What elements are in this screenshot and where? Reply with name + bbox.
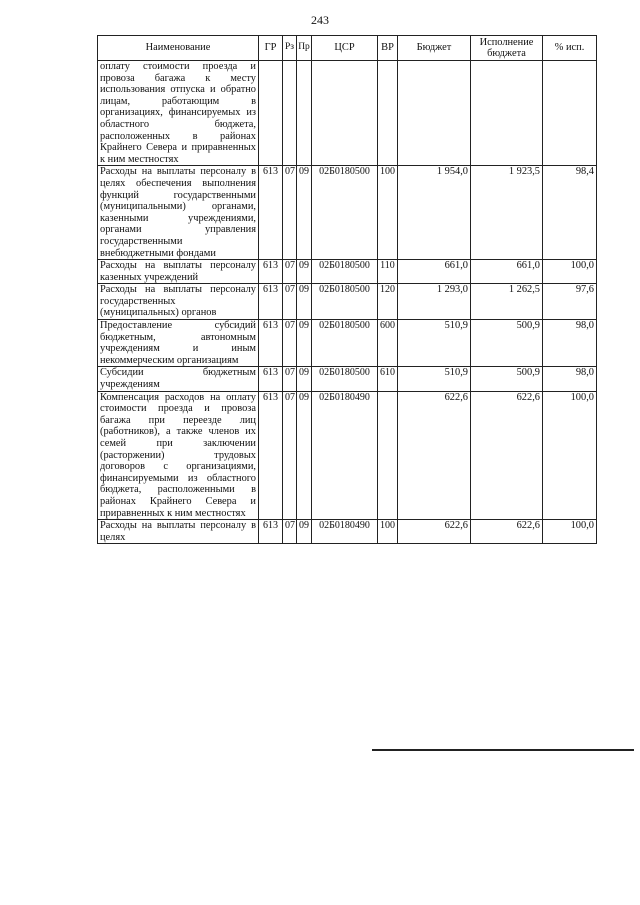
row-csr bbox=[312, 61, 378, 166]
header-percent: % исп. bbox=[543, 36, 597, 61]
row-pr: 09 bbox=[297, 391, 312, 520]
row-execution: 1 923,5 bbox=[471, 166, 543, 260]
page-number: 243 bbox=[311, 13, 329, 27]
row-vr bbox=[378, 391, 398, 520]
row-csr: 02Б0180500 bbox=[312, 367, 378, 391]
row-gr: 613 bbox=[259, 391, 283, 520]
row-budget: 510,9 bbox=[398, 367, 471, 391]
row-rz: 07 bbox=[283, 284, 297, 320]
row-percent bbox=[543, 61, 597, 166]
table-row bbox=[98, 260, 597, 284]
row-execution: 622,6 bbox=[471, 520, 543, 544]
row-gr: 613 bbox=[259, 284, 283, 320]
row-rz: 07 bbox=[283, 520, 297, 544]
table-row bbox=[98, 61, 597, 166]
table-row bbox=[98, 320, 597, 367]
row-budget: 622,6 bbox=[398, 391, 471, 520]
row-gr: 613 bbox=[259, 260, 283, 284]
row-csr: 02Б0180490 bbox=[312, 520, 378, 544]
row-pr: 09 bbox=[297, 320, 312, 367]
row-budget: 661,0 bbox=[398, 260, 471, 284]
footer-rule bbox=[372, 749, 634, 751]
row-name: Расходы на выплаты персоналу в целях bbox=[98, 520, 259, 544]
row-execution bbox=[471, 61, 543, 166]
header-csr: ЦСР bbox=[312, 36, 378, 61]
row-budget: 510,9 bbox=[398, 320, 471, 367]
row-rz: 07 bbox=[283, 320, 297, 367]
row-rz: 07 bbox=[283, 166, 297, 260]
row-budget: 1 954,0 bbox=[398, 166, 471, 260]
table-row bbox=[98, 367, 597, 391]
row-budget: 622,6 bbox=[398, 520, 471, 544]
row-rz: 07 bbox=[283, 367, 297, 391]
table-row bbox=[98, 391, 597, 520]
header-name: Наименование bbox=[98, 36, 259, 61]
row-rz bbox=[283, 61, 297, 166]
table-header-row bbox=[98, 36, 597, 61]
table-row bbox=[98, 520, 597, 544]
row-name: Субсидии бюджетным учреждениям bbox=[98, 367, 259, 391]
row-pr: 09 bbox=[297, 520, 312, 544]
row-gr bbox=[259, 61, 283, 166]
row-vr bbox=[378, 61, 398, 166]
row-csr: 02Б0180500 bbox=[312, 166, 378, 260]
row-csr: 02Б0180500 bbox=[312, 260, 378, 284]
header-rz: Рз bbox=[283, 36, 297, 61]
header-pr: Пр bbox=[297, 36, 312, 61]
header-gr: ГР bbox=[259, 36, 283, 61]
row-gr: 613 bbox=[259, 520, 283, 544]
row-csr: 02Б0180490 bbox=[312, 391, 378, 520]
row-execution: 500,9 bbox=[471, 367, 543, 391]
row-gr: 613 bbox=[259, 320, 283, 367]
row-vr: 100 bbox=[378, 520, 398, 544]
row-execution: 661,0 bbox=[471, 260, 543, 284]
row-percent: 100,0 bbox=[543, 520, 597, 544]
header-budget: Бюджет bbox=[398, 36, 471, 61]
row-name: Расходы на выплаты персоналу государственных (муниципальных) органов bbox=[98, 284, 259, 320]
row-name: Расходы на выплаты персоналу казенных учреждений bbox=[98, 260, 259, 284]
row-pr: 09 bbox=[297, 367, 312, 391]
row-percent: 97,6 bbox=[543, 284, 597, 320]
row-csr: 02Б0180500 bbox=[312, 320, 378, 367]
row-budget bbox=[398, 61, 471, 166]
row-vr: 120 bbox=[378, 284, 398, 320]
row-vr: 110 bbox=[378, 260, 398, 284]
row-vr: 610 bbox=[378, 367, 398, 391]
row-vr: 600 bbox=[378, 320, 398, 367]
row-vr: 100 bbox=[378, 166, 398, 260]
row-pr: 09 bbox=[297, 260, 312, 284]
header-execution: Исполнение бюджета bbox=[471, 36, 543, 61]
budget-table bbox=[97, 35, 597, 544]
row-percent: 100,0 bbox=[543, 391, 597, 520]
row-rz: 07 bbox=[283, 391, 297, 520]
row-percent: 100,0 bbox=[543, 260, 597, 284]
header-vr: ВР bbox=[378, 36, 398, 61]
row-pr: 09 bbox=[297, 284, 312, 320]
row-gr: 613 bbox=[259, 166, 283, 260]
row-percent: 98,0 bbox=[543, 367, 597, 391]
row-execution: 1 262,5 bbox=[471, 284, 543, 320]
row-name: Компенсация расходов на оплату стоимости проезда и провоза багажа при переезде лиц (работников), а также членов их семей при заключении (расторжении) трудовых договоров с организациями, финансируемыми из областного бюджета, расположенными в районах Крайнего Севера и приравненных к ним местностях bbox=[98, 391, 259, 520]
row-name: Предоставление субсидий бюджетным, автономным учреждениям и иным некоммерческим организациям bbox=[98, 320, 259, 367]
row-pr: 09 bbox=[297, 166, 312, 260]
row-percent: 98,0 bbox=[543, 320, 597, 367]
row-name: Расходы на выплаты персоналу в целях обеспечения выполнения функций государственными (муниципальными) органами, казенными учреждениями, органами управления государственными внебюджетными фондами bbox=[98, 166, 259, 260]
row-rz: 07 bbox=[283, 260, 297, 284]
row-execution: 622,6 bbox=[471, 391, 543, 520]
row-percent: 98,4 bbox=[543, 166, 597, 260]
row-gr: 613 bbox=[259, 367, 283, 391]
row-csr: 02Б0180500 bbox=[312, 284, 378, 320]
row-name: оплату стоимости проезда и провоза багажа к месту использования отпуска и обратно лицам, работающим в организациях, финансируемых из областного бюджета, расположенных в районах Крайнего Севера и приравненных к ним местностях bbox=[98, 61, 259, 166]
row-budget: 1 293,0 bbox=[398, 284, 471, 320]
table-row bbox=[98, 166, 597, 260]
table-row bbox=[98, 284, 597, 320]
row-pr bbox=[297, 61, 312, 166]
row-execution: 500,9 bbox=[471, 320, 543, 367]
